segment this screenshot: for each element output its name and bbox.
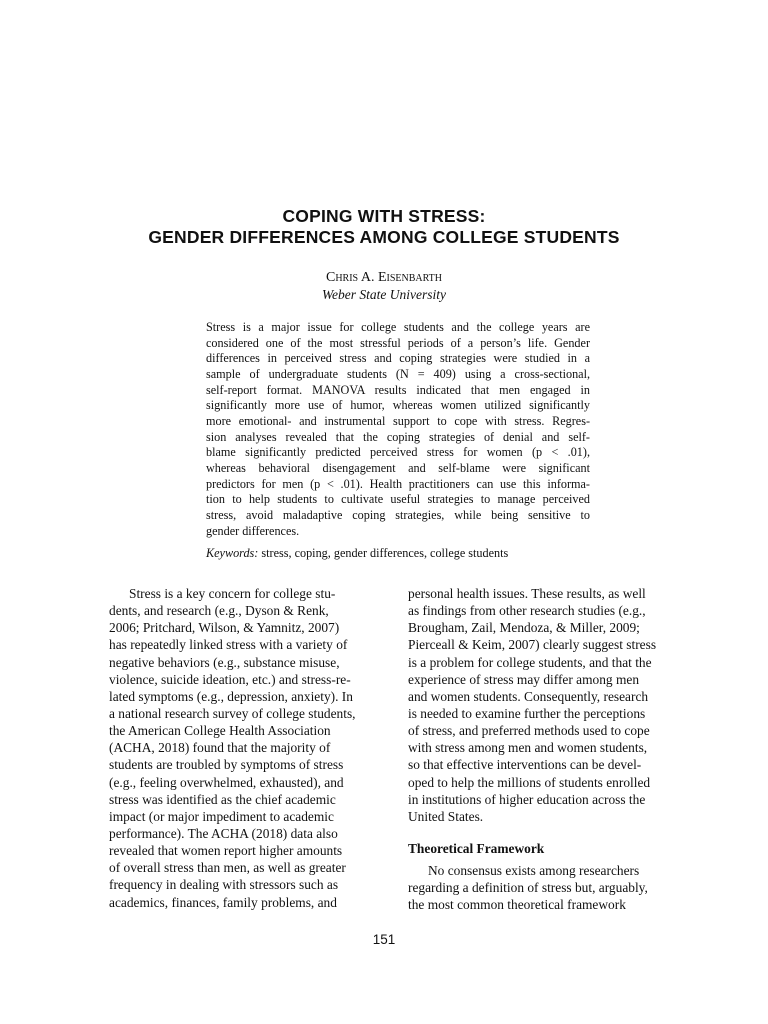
body-text-line: regarding a definition of stress but, arguably,: [408, 880, 648, 896]
body-text-line: Brougham, Zail, Mendoza, & Miller, 2009;: [408, 620, 640, 636]
body-text-line: so that effective interventions can be devel-: [408, 757, 642, 773]
body-column-right: [408, 585, 686, 914]
article-title: [0, 206, 768, 248]
body-text-line: academics, finances, family problems, and: [109, 894, 337, 910]
body-text-line: violence, suicide ideation, etc.) and stress-re-: [109, 671, 351, 687]
body-text-line: Pierceall & Keim, 2007) clearly suggest stress: [408, 637, 657, 653]
title-line-2: GENDER DIFFERENCES AMONG COLLEGE STUDENTS: [148, 227, 620, 247]
body-text-line: performance). The ACHA (2018) data also: [109, 825, 338, 841]
keywords-label: Keywords:: [206, 546, 259, 560]
page-number: 151: [372, 932, 396, 947]
abstract-line: predictors for men (p < .01). Health practitioners can use this informa-: [206, 476, 590, 491]
body-text-line: has repeatedly linked stress with a variety of: [109, 637, 348, 653]
body-text-line: frequency in dealing with stressors such as: [109, 877, 339, 893]
abstract-line: stress, avoid maladaptive coping strategies, while being sensitive to: [206, 507, 590, 522]
abstract-line: sion analyses revealed that the coping strategies of denial and self-: [206, 429, 590, 444]
author-block: [0, 269, 768, 303]
abstract-line: tion to help students to cultivate useful strategies to manage perceived: [206, 492, 590, 507]
keywords-text: stress, coping, gender differences, college students: [258, 546, 509, 560]
abstract: [206, 320, 590, 539]
abstract-line: sample of undergraduate students (N = 409) using a cross-sectional,: [206, 366, 590, 381]
abstract-line: significantly more use of humor, whereas women utilized significantly: [206, 398, 590, 413]
body-text-line: of overall stress than men, as well as greater: [109, 860, 346, 876]
body-text-line: negative behaviors (e.g., substance misuse,: [109, 654, 340, 670]
abstract-line: self-report format. MANOVA results indicated that men engaged in: [206, 382, 590, 397]
body-column-left: [109, 585, 389, 911]
keywords-line: [206, 545, 606, 561]
author-name: Chris A. Eisenbarth: [325, 270, 443, 285]
abstract-line: considered one of the most stressful periods of a person’s life. Gender: [206, 335, 590, 350]
body-text-line: is a problem for college students, and that the: [408, 654, 652, 670]
body-text-line: Stress is a key concern for college stu-: [129, 586, 336, 601]
body-text-line: the most common theoretical framework: [408, 897, 626, 913]
right-column-paragraph-1: [408, 585, 686, 825]
abstract-line: blame significantly predicted perceived stress for women (p < .01),: [206, 445, 590, 460]
body-text-line: is needed to examine further the perceptions: [408, 705, 646, 721]
abstract-line: whereas behavioral disengagement and self-blame were significant: [206, 460, 590, 475]
body-text-line: United States.: [408, 808, 484, 824]
body-text-line: No consensus exists among researchers: [428, 863, 640, 879]
abstract-line: gender differences.: [206, 523, 300, 538]
body-text-line: students are troubled by symptoms of stress: [109, 757, 344, 773]
body-text-line: personal health issues. These results, as well: [408, 586, 646, 601]
body-text-line: with stress among men and women students,: [408, 740, 648, 756]
author-affiliation: Weber State University: [322, 287, 446, 302]
body-text-line: and women students. Consequently, research: [408, 688, 649, 704]
abstract-line: more emotional- and instrumental support to cope with stress. Regres-: [206, 413, 590, 428]
body-text-line: oped to help the millions of students enrolled: [408, 774, 651, 790]
right-column-paragraph-2: [408, 862, 686, 913]
body-text-line: stress was identified as the chief academic: [109, 791, 336, 807]
abstract-line: differences in perceived stress and coping strategies were studied in a: [206, 351, 590, 366]
body-text-line: impact (or major impediment to academic: [109, 808, 334, 824]
body-text-line: the American College Health Association: [109, 723, 331, 739]
abstract-line: Stress is a major issue for college students and the college years are: [206, 320, 590, 334]
body-text-line: 2006; Pritchard, Wilson, & Yamnitz, 2007): [109, 620, 340, 636]
title-line-1: COPING WITH STRESS:: [282, 206, 486, 226]
body-text-line: revealed that women report higher amounts: [109, 843, 343, 859]
body-text-line: a national research survey of college students,: [109, 705, 356, 721]
body-text-line: (ACHA, 2018) found that the majority of: [109, 740, 331, 756]
body-text-line: experience of stress may differ among men: [408, 671, 640, 687]
body-text-line: of stress, and preferred methods used to cope: [408, 723, 650, 739]
body-text-line: dents, and research (e.g., Dyson & Renk,: [109, 603, 329, 619]
body-text-line: as findings from other research studies (e.g.,: [408, 603, 646, 619]
body-text-line: lated symptoms (e.g., depression, anxiety). In: [109, 688, 353, 704]
body-text-line: (e.g., feeling overwhelmed, exhausted), and: [109, 774, 344, 790]
body-text-line: in institutions of higher education across the: [408, 791, 646, 807]
section-heading: Theoretical Framework: [408, 840, 545, 856]
